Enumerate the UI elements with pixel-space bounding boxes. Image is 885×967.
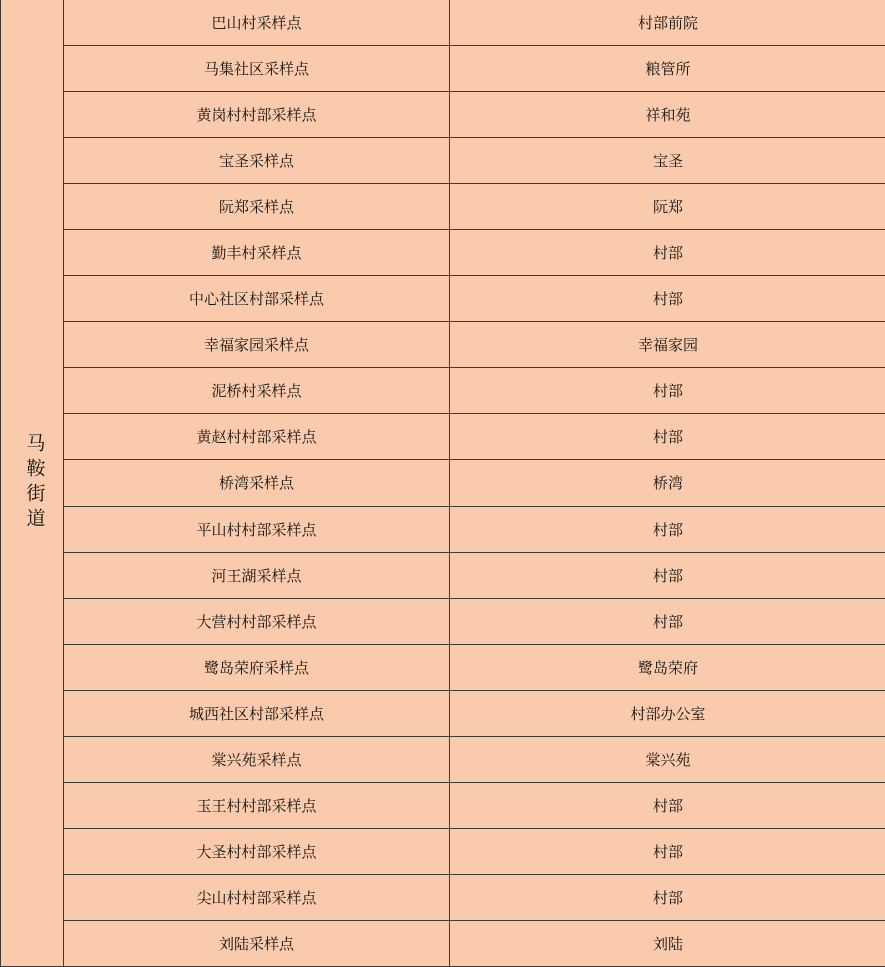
table-row [1, 828, 885, 874]
sampling-site-location-cell: 祥和苑 [450, 92, 885, 138]
table-row [1, 0, 885, 46]
table-row [1, 874, 885, 920]
sampling-site-name-cell: 黄赵村村部采样点 [64, 414, 450, 460]
sampling-site-name-cell: 宝圣采样点 [64, 138, 450, 184]
sampling-site-location-cell: 村部 [450, 874, 885, 920]
sampling-site-name-cell: 中心社区村部采样点 [64, 276, 450, 322]
table-row [1, 506, 885, 552]
table-row [1, 552, 885, 598]
table-row [1, 598, 885, 644]
table-row [1, 920, 885, 966]
sampling-site-location-cell: 桥湾 [450, 460, 885, 506]
sampling-site-name-cell: 泥桥村采样点 [64, 368, 450, 414]
sampling-site-name-cell: 鹭岛荣府采样点 [64, 644, 450, 690]
sampling-site-location-cell: 村部 [450, 506, 885, 552]
sampling-site-name-cell: 幸福家园采样点 [64, 322, 450, 368]
table-row [1, 690, 885, 736]
table-row [1, 46, 885, 92]
sampling-site-location-cell: 村部 [450, 552, 885, 598]
sampling-site-name-cell: 大圣村村部采样点 [64, 828, 450, 874]
sampling-site-location-cell: 村部 [450, 598, 885, 644]
table-row [1, 322, 885, 368]
sampling-site-name-cell: 河王湖采样点 [64, 552, 450, 598]
sampling-site-location-cell: 宝圣 [450, 138, 885, 184]
sampling-site-name-cell: 尖山村村部采样点 [64, 874, 450, 920]
sampling-site-name-cell: 棠兴苑采样点 [64, 736, 450, 782]
sampling-site-location-cell: 村部前院 [450, 0, 885, 46]
sampling-site-location-cell: 阮郑 [450, 184, 885, 230]
table-row [1, 736, 885, 782]
sampling-site-location-cell: 幸福家园 [450, 322, 885, 368]
sampling-site-name-cell: 刘陆采样点 [64, 920, 450, 966]
district-cell [1, 0, 64, 967]
sampling-site-name-cell: 城西社区村部采样点 [64, 690, 450, 736]
district-label: 马鞍街道 [23, 433, 46, 533]
table-row [1, 276, 885, 322]
sampling-site-location-cell: 村部 [450, 368, 885, 414]
table-row [1, 460, 885, 506]
table-row [1, 644, 885, 690]
sampling-site-location-cell: 棠兴苑 [450, 736, 885, 782]
sampling-site-location-cell: 村部 [450, 276, 885, 322]
table-row [1, 368, 885, 414]
sampling-site-name-cell: 大营村村部采样点 [64, 598, 450, 644]
sampling-site-name-cell: 巴山村采样点 [64, 0, 450, 46]
table-row [1, 92, 885, 138]
sampling-site-location-cell: 村部 [450, 230, 885, 276]
sampling-site-location-cell: 村部办公室 [450, 690, 885, 736]
sampling-site-location-cell: 村部 [450, 828, 885, 874]
sampling-site-name-cell: 阮郑采样点 [64, 184, 450, 230]
sampling-site-name-cell: 桥湾采样点 [64, 460, 450, 506]
sampling-site-location-cell: 鹭岛荣府 [450, 644, 885, 690]
sampling-site-name-cell: 平山村村部采样点 [64, 506, 450, 552]
sampling-site-name-cell: 玉王村村部采样点 [64, 782, 450, 828]
table-row [1, 138, 885, 184]
table-row [1, 414, 885, 460]
table-row [1, 230, 885, 276]
sampling-site-location-cell: 村部 [450, 782, 885, 828]
sampling-site-location-cell: 刘陆 [450, 920, 885, 966]
sampling-sites-table-body [1, 0, 885, 967]
sampling-site-location-cell: 村部 [450, 414, 885, 460]
sampling-site-name-cell: 勤丰村采样点 [64, 230, 450, 276]
sampling-site-location-cell: 粮管所 [450, 46, 885, 92]
table-row [1, 782, 885, 828]
table-row [1, 184, 885, 230]
sampling-site-name-cell: 马集社区采样点 [64, 46, 450, 92]
sampling-site-name-cell: 黄岗村村部采样点 [64, 92, 450, 138]
